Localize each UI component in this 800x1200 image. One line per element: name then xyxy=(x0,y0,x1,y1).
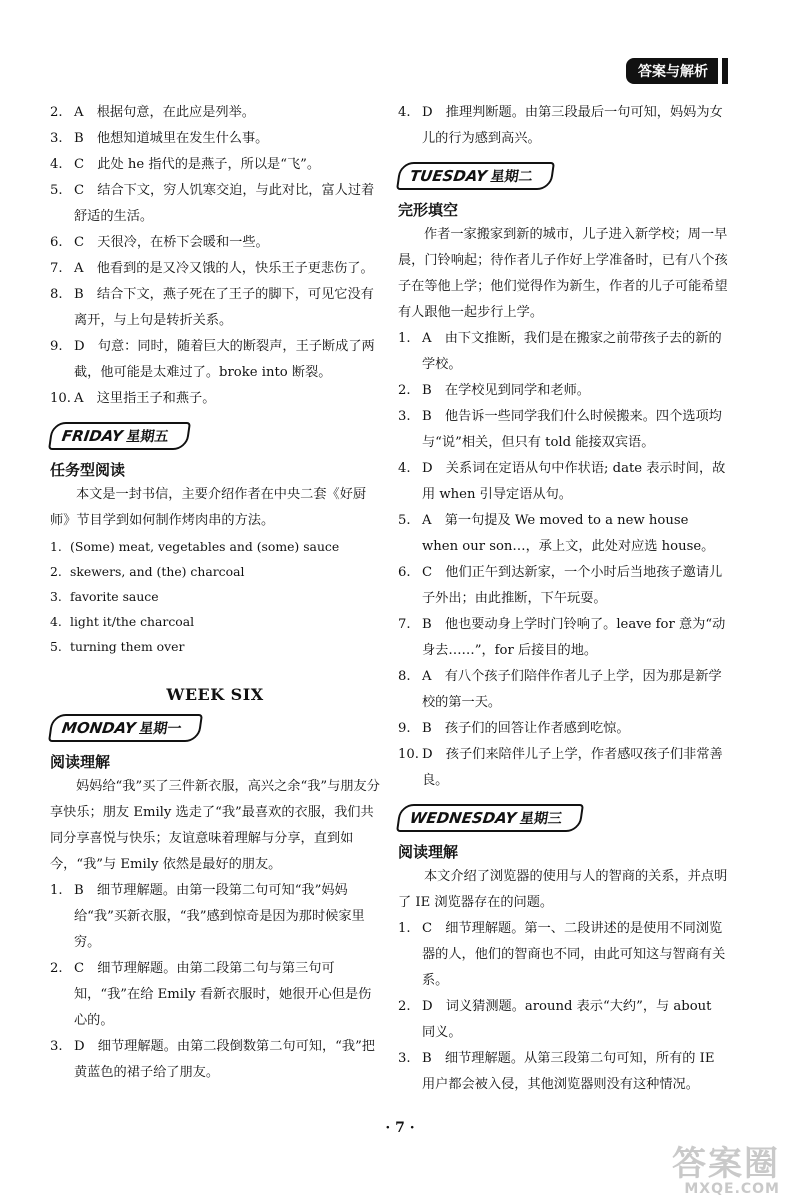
list-item xyxy=(398,916,728,994)
list-item xyxy=(50,256,380,282)
item-number: 9. xyxy=(50,339,63,354)
banner-en: TUESDAY xyxy=(408,167,488,185)
item-number: 2. xyxy=(398,383,411,398)
list-item xyxy=(50,559,380,584)
list-item xyxy=(50,230,380,256)
section-title-reading: 阅读理解 xyxy=(398,843,459,861)
item-text: D 关系词在定语从句中作状语; date 表示时间，故用 when 引导定语从句。 xyxy=(422,461,726,502)
list-item xyxy=(50,534,380,559)
item-text: A 有八个孩子们陪伴作者儿子上学，因为那是新学校的第一天。 xyxy=(422,669,722,710)
banner-cn: 星期五 xyxy=(125,429,170,445)
watermark-cn: 答案圈 xyxy=(672,1144,780,1184)
item-number: 7. xyxy=(50,261,63,276)
watermark-logo xyxy=(672,1136,780,1197)
week-title: WEEK SIX xyxy=(166,685,264,704)
list-item xyxy=(50,334,380,386)
monday-intro: 妈妈给“我”买了三件新衣服，高兴之余“我”与朋友分享快乐；朋友 Emily 选走了“我”最喜欢的衣服，我们共同分享喜悦与快乐；友谊意味着理解与分享，直到如今，“我”与 Emily 依然是最好的朋友。 xyxy=(50,779,380,872)
monday-answer-list xyxy=(50,878,380,1086)
item-number: 9. xyxy=(398,721,411,736)
banner-cn: 星期三 xyxy=(518,811,564,827)
list-item xyxy=(398,716,728,742)
item-text: (Some) meat, vegetables and (some) sauce xyxy=(70,539,340,554)
item-number: 1. xyxy=(398,331,411,346)
item-text: favorite sauce xyxy=(70,589,159,604)
wednesday-intro: 本文介绍了浏览器的使用与人的智商的关系，并点明了 IE 浏览器存在的问题。 xyxy=(398,869,728,910)
item-number: 7. xyxy=(398,617,411,632)
list-item xyxy=(398,508,728,560)
item-text: A 这里指王子和燕子。 xyxy=(74,391,216,406)
list-item xyxy=(50,1034,380,1086)
item-number: 3. xyxy=(398,1051,411,1066)
banner-cn: 星期二 xyxy=(489,169,534,185)
banner-en: FRIDAY xyxy=(60,427,124,445)
page-number: · 7 · xyxy=(385,1120,415,1136)
list-item xyxy=(398,326,728,378)
item-text: C 细节理解题。由第二段第二句与第三句可知，“我”在给 Emily 看新衣服时，她很开心但是伤心的。 xyxy=(74,961,372,1028)
banner-cn: 星期一 xyxy=(138,721,183,737)
item-text: D 细节理解题。由第二段倒数第二句可知，“我”把黄蓝色的裙子给了朋友。 xyxy=(74,1039,375,1080)
item-number: 2. xyxy=(50,961,63,976)
list-item xyxy=(398,994,728,1046)
friday-answer-list xyxy=(50,534,380,659)
item-text: B 他想知道城里在发生什么事。 xyxy=(74,131,269,146)
item-text: A 第一句提及 We moved to a new house when our son…，承上文，此处对应选 house。 xyxy=(422,513,715,554)
item-number: 1. xyxy=(50,883,63,898)
item-number: 2. xyxy=(398,999,411,1014)
list-item xyxy=(50,386,380,412)
item-text: D 孩子们来陪伴儿子上学，作者感叹孩子们非常善良。 xyxy=(422,747,723,788)
list-item xyxy=(50,878,380,956)
item-text: C 结合下文，穷人饥寒交迫，与此对比，富人过着舒适的生活。 xyxy=(74,183,375,224)
list-item xyxy=(398,456,728,508)
item-number: 3. xyxy=(50,1039,63,1054)
right-column xyxy=(398,100,728,1098)
list-item xyxy=(398,742,728,794)
section-title-reading: 阅读理解 xyxy=(50,753,111,771)
list-item xyxy=(398,612,728,664)
item-number: 3. xyxy=(50,131,63,146)
friday-intro: 本文是一封书信，主要介绍作者在中央二套《好厨师》节目学到如何制作烤肉串的方法。 xyxy=(50,487,367,528)
item-number: 2. xyxy=(50,564,62,579)
item-number: 1. xyxy=(398,921,411,936)
list-item xyxy=(50,634,380,659)
item-number: 6. xyxy=(398,565,411,580)
item-text: D 推理判断题。由第三段最后一句可知，妈妈为女儿的行为感到高兴。 xyxy=(422,105,723,146)
item-text: light it/the charcoal xyxy=(70,614,195,629)
item-number: 5. xyxy=(50,183,63,198)
item-number: 2. xyxy=(50,105,63,120)
section-header-tag: 答案与解析 xyxy=(626,58,718,84)
list-item xyxy=(50,152,380,178)
list-item xyxy=(50,584,380,609)
banner-en: WEDNESDAY xyxy=(408,809,518,827)
monday-banner xyxy=(48,714,203,742)
tuesday-answer-list xyxy=(398,326,728,794)
list-item xyxy=(50,100,380,126)
item-text: C 此处 he 指代的是燕子，所以是“飞”。 xyxy=(74,157,321,172)
item-number: 8. xyxy=(398,669,411,684)
list-item xyxy=(398,100,728,152)
tuesday-intro: 作者一家搬家到新的城市，儿子进入新学校；周一早晨，门铃响起；待作者儿子作好上学准备时，已有八个孩子在等他上学；他们觉得作为新生，作者的儿子可能希望有人跟他一起步行上学。 xyxy=(398,227,728,320)
item-number: 5. xyxy=(398,513,411,528)
item-text: B 他告诉一些同学我们什么时候搬来。四个选项均与“说”相关，但只有 told 能接双宾语。 xyxy=(422,409,722,450)
item-text: B 细节理解题。由第一段第二句可知“我”妈妈给“我”买新衣服，“我”感到惊奇是因为那时候家里穷。 xyxy=(74,883,365,950)
item-text: A 他看到的是又冷又饿的人，快乐王子更悲伤了。 xyxy=(74,261,374,276)
wednesday-answer-list xyxy=(398,916,728,1098)
friday-banner xyxy=(48,422,191,450)
list-item xyxy=(398,378,728,404)
item-number: 10. xyxy=(398,747,419,762)
item-text: C 他们正午到达新家，一个小时后当地孩子邀请儿子外出；由此推断，下午玩耍。 xyxy=(422,565,723,606)
item-number: 6. xyxy=(50,235,63,250)
item-number: 4. xyxy=(398,105,411,120)
item-text: B 在学校见到同学和老师。 xyxy=(422,383,590,398)
item-text: B 孩子们的回答让作者感到吃惊。 xyxy=(422,721,630,736)
list-item xyxy=(50,178,380,230)
list-item xyxy=(398,404,728,456)
watermark-en: MXQE.COM xyxy=(684,1181,780,1197)
item-text: B 他也要动身上学时门铃响了。leave for 意为“动身去……”，for 后接目的地。 xyxy=(422,617,726,658)
list-item xyxy=(398,1046,728,1098)
item-number: 3. xyxy=(398,409,411,424)
item-number: 4. xyxy=(50,157,63,172)
item-number: 1. xyxy=(50,539,62,554)
list-item xyxy=(50,956,380,1034)
item-text: B 细节理解题。从第三段第二句可知，所有的 IE 用户都会被入侵，其他浏览器则没有这种情况。 xyxy=(422,1051,715,1092)
list-item xyxy=(50,282,380,334)
list-item xyxy=(50,609,380,634)
tuesday-banner xyxy=(396,162,555,190)
item-text: C 细节理解题。第一、二段讲述的是使用不同浏览器的人，他们的智商也不同，由此可知这与智商有关系。 xyxy=(422,921,726,988)
item-number: 3. xyxy=(50,589,62,604)
item-number: 8. xyxy=(50,287,63,302)
banner-en: MONDAY xyxy=(60,719,137,737)
item-text: A 根据句意，在此应是列举。 xyxy=(74,105,255,120)
item-text: skewers, and (the) charcoal xyxy=(70,564,245,579)
section-title-cloze: 完形填空 xyxy=(398,201,459,219)
item-text: turning them over xyxy=(70,639,185,654)
list-item xyxy=(50,126,380,152)
item-text: B 结合下文，燕子死在了王子的脚下，可见它没有离开，与上句是转折关系。 xyxy=(74,287,374,328)
item-text: D 句意：同时，随着巨大的断裂声，王子断成了两截，他可能是太难过了。broke into 断裂。 xyxy=(74,339,375,380)
list-item xyxy=(398,560,728,612)
item-number: 4. xyxy=(50,614,62,629)
section-title-task-reading: 任务型阅读 xyxy=(50,461,126,479)
item-number: 5. xyxy=(50,639,62,654)
left-column xyxy=(50,100,380,1086)
item-number: 10. xyxy=(50,391,71,406)
item-text: D 词义猜测题。around 表示“大约”，与 about 同义。 xyxy=(422,999,712,1040)
wednesday-banner xyxy=(396,804,584,832)
item-number: 4. xyxy=(398,461,411,476)
list-item xyxy=(398,664,728,716)
header-bar xyxy=(722,58,728,84)
item-text: A 由下文推断，我们是在搬家之前带孩子去的新的学校。 xyxy=(422,331,722,372)
answer-list-part-a xyxy=(50,100,380,412)
item-text: C 天很冷，在桥下会暖和一些。 xyxy=(74,235,269,250)
